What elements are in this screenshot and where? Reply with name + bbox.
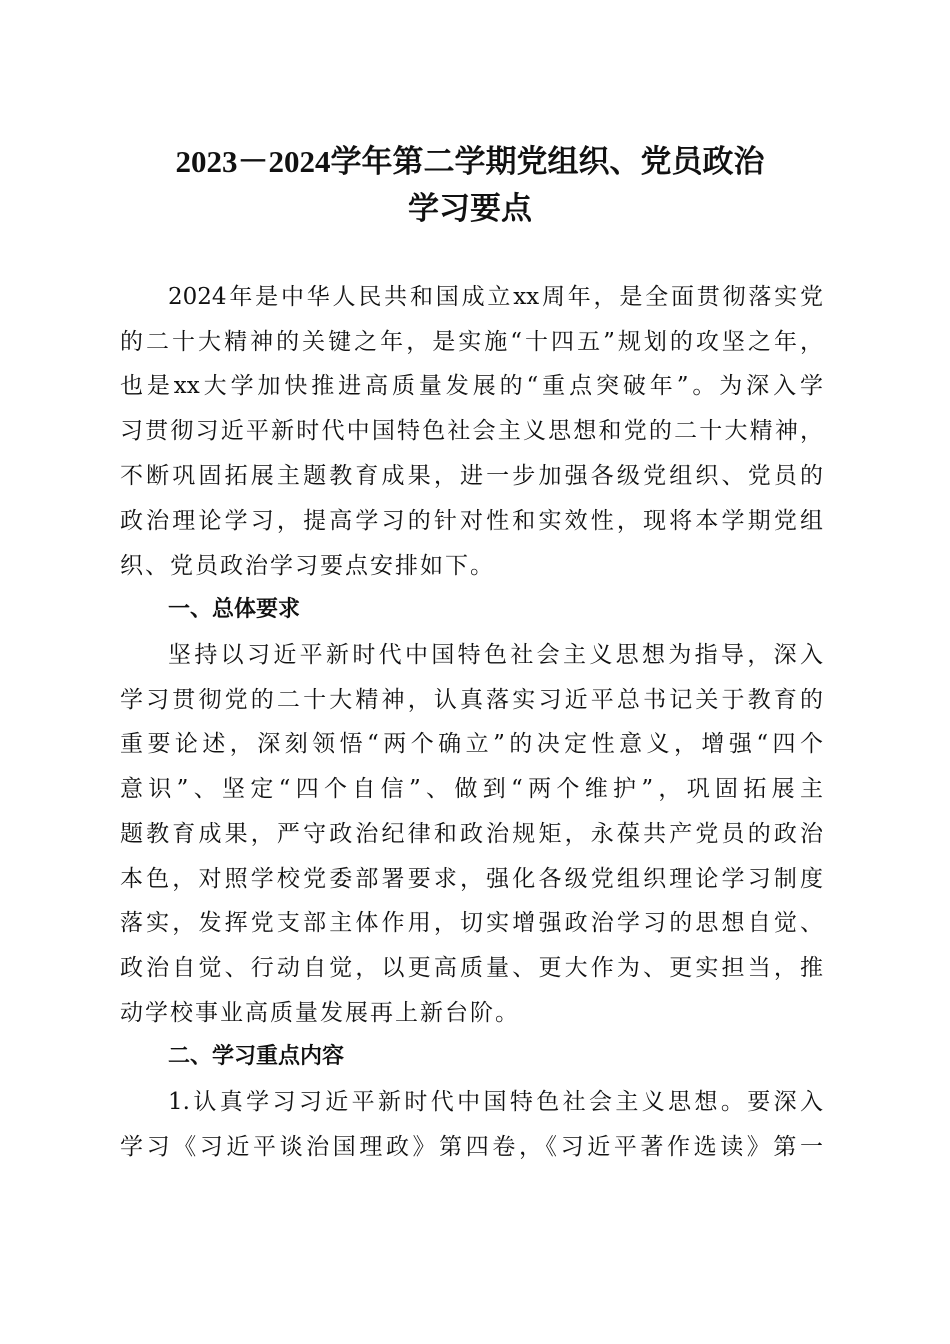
intro-paragraph-line: 习贯彻习近平新时代中国特色社会主义思想和党的二十大精神， [120,418,823,444]
intro-paragraph-line: 织、党员政治学习要点安排如下。 [120,553,495,579]
document-title-line-1: 2023－2024学年第二学期党组织、党员政治 [175,144,765,179]
section-heading-general-requirements: 一、总体要求 [168,597,301,622]
intro-paragraph-line: 政治理论学习，提高学习的针对性和实效性，现将本学期党组 [120,508,823,534]
section1-paragraph-line: 题教育成果，严守政治纪律和政治规矩，永葆共产党员的政治 [120,821,823,847]
intro-paragraph-line: 也是xx大学加快推进高质量发展的“重点突破年”。为深入学 [120,373,823,399]
intro-paragraph-line: 2024年是中华人民共和国成立xx周年，是全面贯彻落实党 [168,284,823,310]
section1-paragraph-line: 重要论述，深刻领悟“两个确立”的决定性意义，增强“四个 [120,731,823,757]
section-heading-key-content: 二、学习重点内容 [168,1044,345,1069]
section2-paragraph-line: 学习《习近平谈治国理政》第四卷，《习近平著作选读》第一 [120,1134,823,1160]
section1-paragraph-line: 学习贯彻党的二十大精神，认真落实习近平总书记关于教育的 [120,687,823,713]
section1-paragraph-line: 本色，对照学校党委部署要求，强化各级党组织理论学习制度 [120,866,823,892]
section1-paragraph-line: 坚持以习近平新时代中国特色社会主义思想为指导，深入 [168,642,823,668]
intro-paragraph-line: 不断巩固拓展主题教育成果，进一步加强各级党组织、党员的 [120,463,823,489]
section1-paragraph-line: 政治自觉、行动自觉，以更高质量、更大作为、更实担当，推 [120,955,823,981]
document-title-line-2: 学习要点 [408,191,532,226]
intro-paragraph-line: 的二十大精神的关键之年，是实施“十四五”规划的攻坚之年， [120,329,823,355]
section2-paragraph-line: 1.认真学习习近平新时代中国特色社会主义思想。要深入 [168,1089,823,1115]
section1-paragraph-line: 落实，发挥党支部主体作用，切实增强政治学习的思想自觉、 [120,910,823,936]
section1-paragraph-line: 动学校事业高质量发展再上新台阶。 [120,1000,520,1026]
section1-paragraph-line: 意识”、坚定“四个自信”、做到“两个维护”，巩固拓展主 [120,776,823,802]
